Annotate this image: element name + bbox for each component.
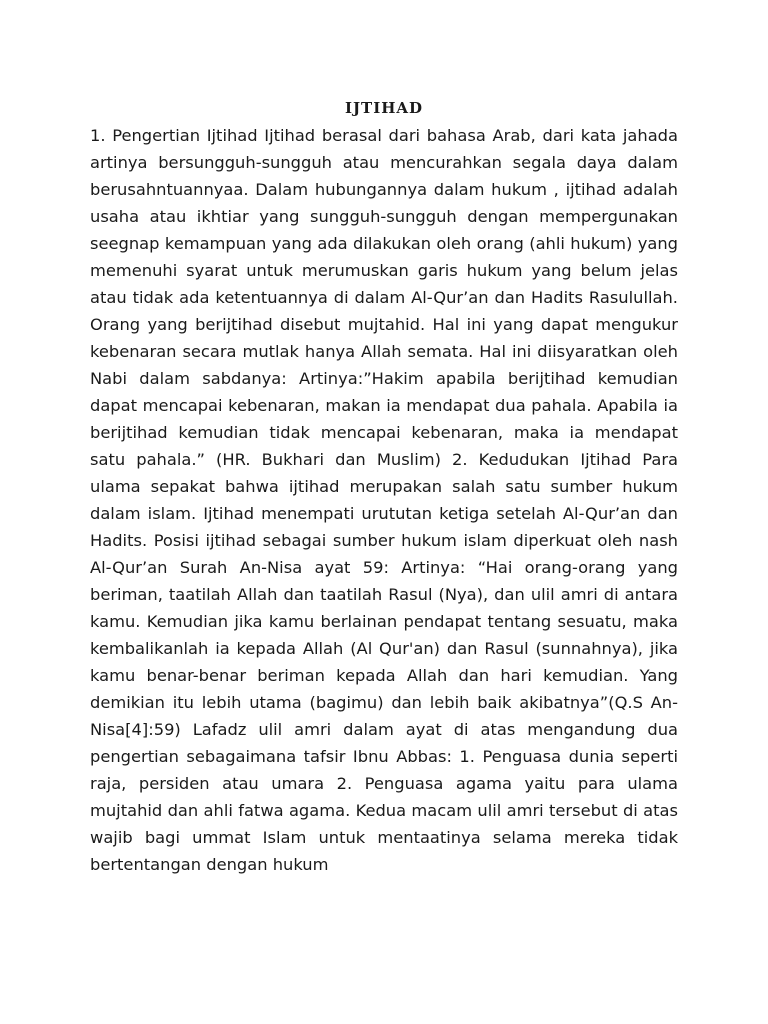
document-page [90, 96, 678, 878]
document-body-text: 1. Pengertian Ijtihad Ijtihad berasal dari bahasa Arab, dari kata jahada artinya bersungguh-sungguh atau mencurahkan segala daya dalam berusahntuannyaa. Dalam hubungannya dalam hukum , ijtihad adalah usaha atau ikhtiar yang sungguh-sungguh dengan mempergunakan seegnap kemampuan yang ada dilakukan oleh orang (ahli hukum) yang memenuhi syarat untuk merumuskan garis hukum yang belum jelas atau tidak ada ketentuannya di dalam Al-Qur’an dan Hadits Rasulullah. Orang yang berijtihad disebut mujtahid. Hal ini yang dapat mengukur kebenaran secara mutlak hanya Allah semata. Hal ini diisyaratkan oleh Nabi dalam sabdanya: Artinya:”Hakim apabila berijtihad kemudian dapat mencapai kebenaran, makan ia mendapat dua pahala. Apabila ia berijtihad kemudian tidak mencapai kebenaran, maka ia mendapat satu pahala.” (HR. Bukhari dan Muslim) 2. Kedudukan Ijtihad Para ulama sepakat bahwa ijtihad merupakan salah satu sumber hukum dalam islam. Ijtihad menempati urututan ketiga setelah Al-Qur’an dan Hadits. Posisi ijtihad sebagai sumber hukum islam diperkuat oleh nash Al-Qur’an Surah An-Nisa ayat 59: Artinya: “Hai orang-orang yang beriman, taatilah Allah dan taatilah Rasul (Nya), dan ulil amri di antara kamu. Kemudian jika kamu berlainan pendapat tentang sesuatu, maka kembalikanlah ia kepada Allah (Al Qur'an) dan Rasul (sunnahnya), jika kamu benar-benar beriman kepada Allah dan hari kemudian. Yang demikian itu lebih utama (bagimu) dan lebih baik akibatnya”(Q.S An-Nisa[4]:59) Lafadz ulil amri dalam ayat di atas mengandung dua pengertian sebagaimana tafsir Ibnu Abbas: 1. Penguasa dunia seperti raja, persiden atau umara 2. Penguasa agama yaitu para ulama mujtahid dan ahli fatwa agama. Kedua macam ulil amri tersebut di atas wajib bagi ummat Islam untuk mentaatinya selama mereka tidak bertentangan dengan hukum [90, 126, 678, 874]
document-title: IJTIHAD [344, 99, 424, 117]
